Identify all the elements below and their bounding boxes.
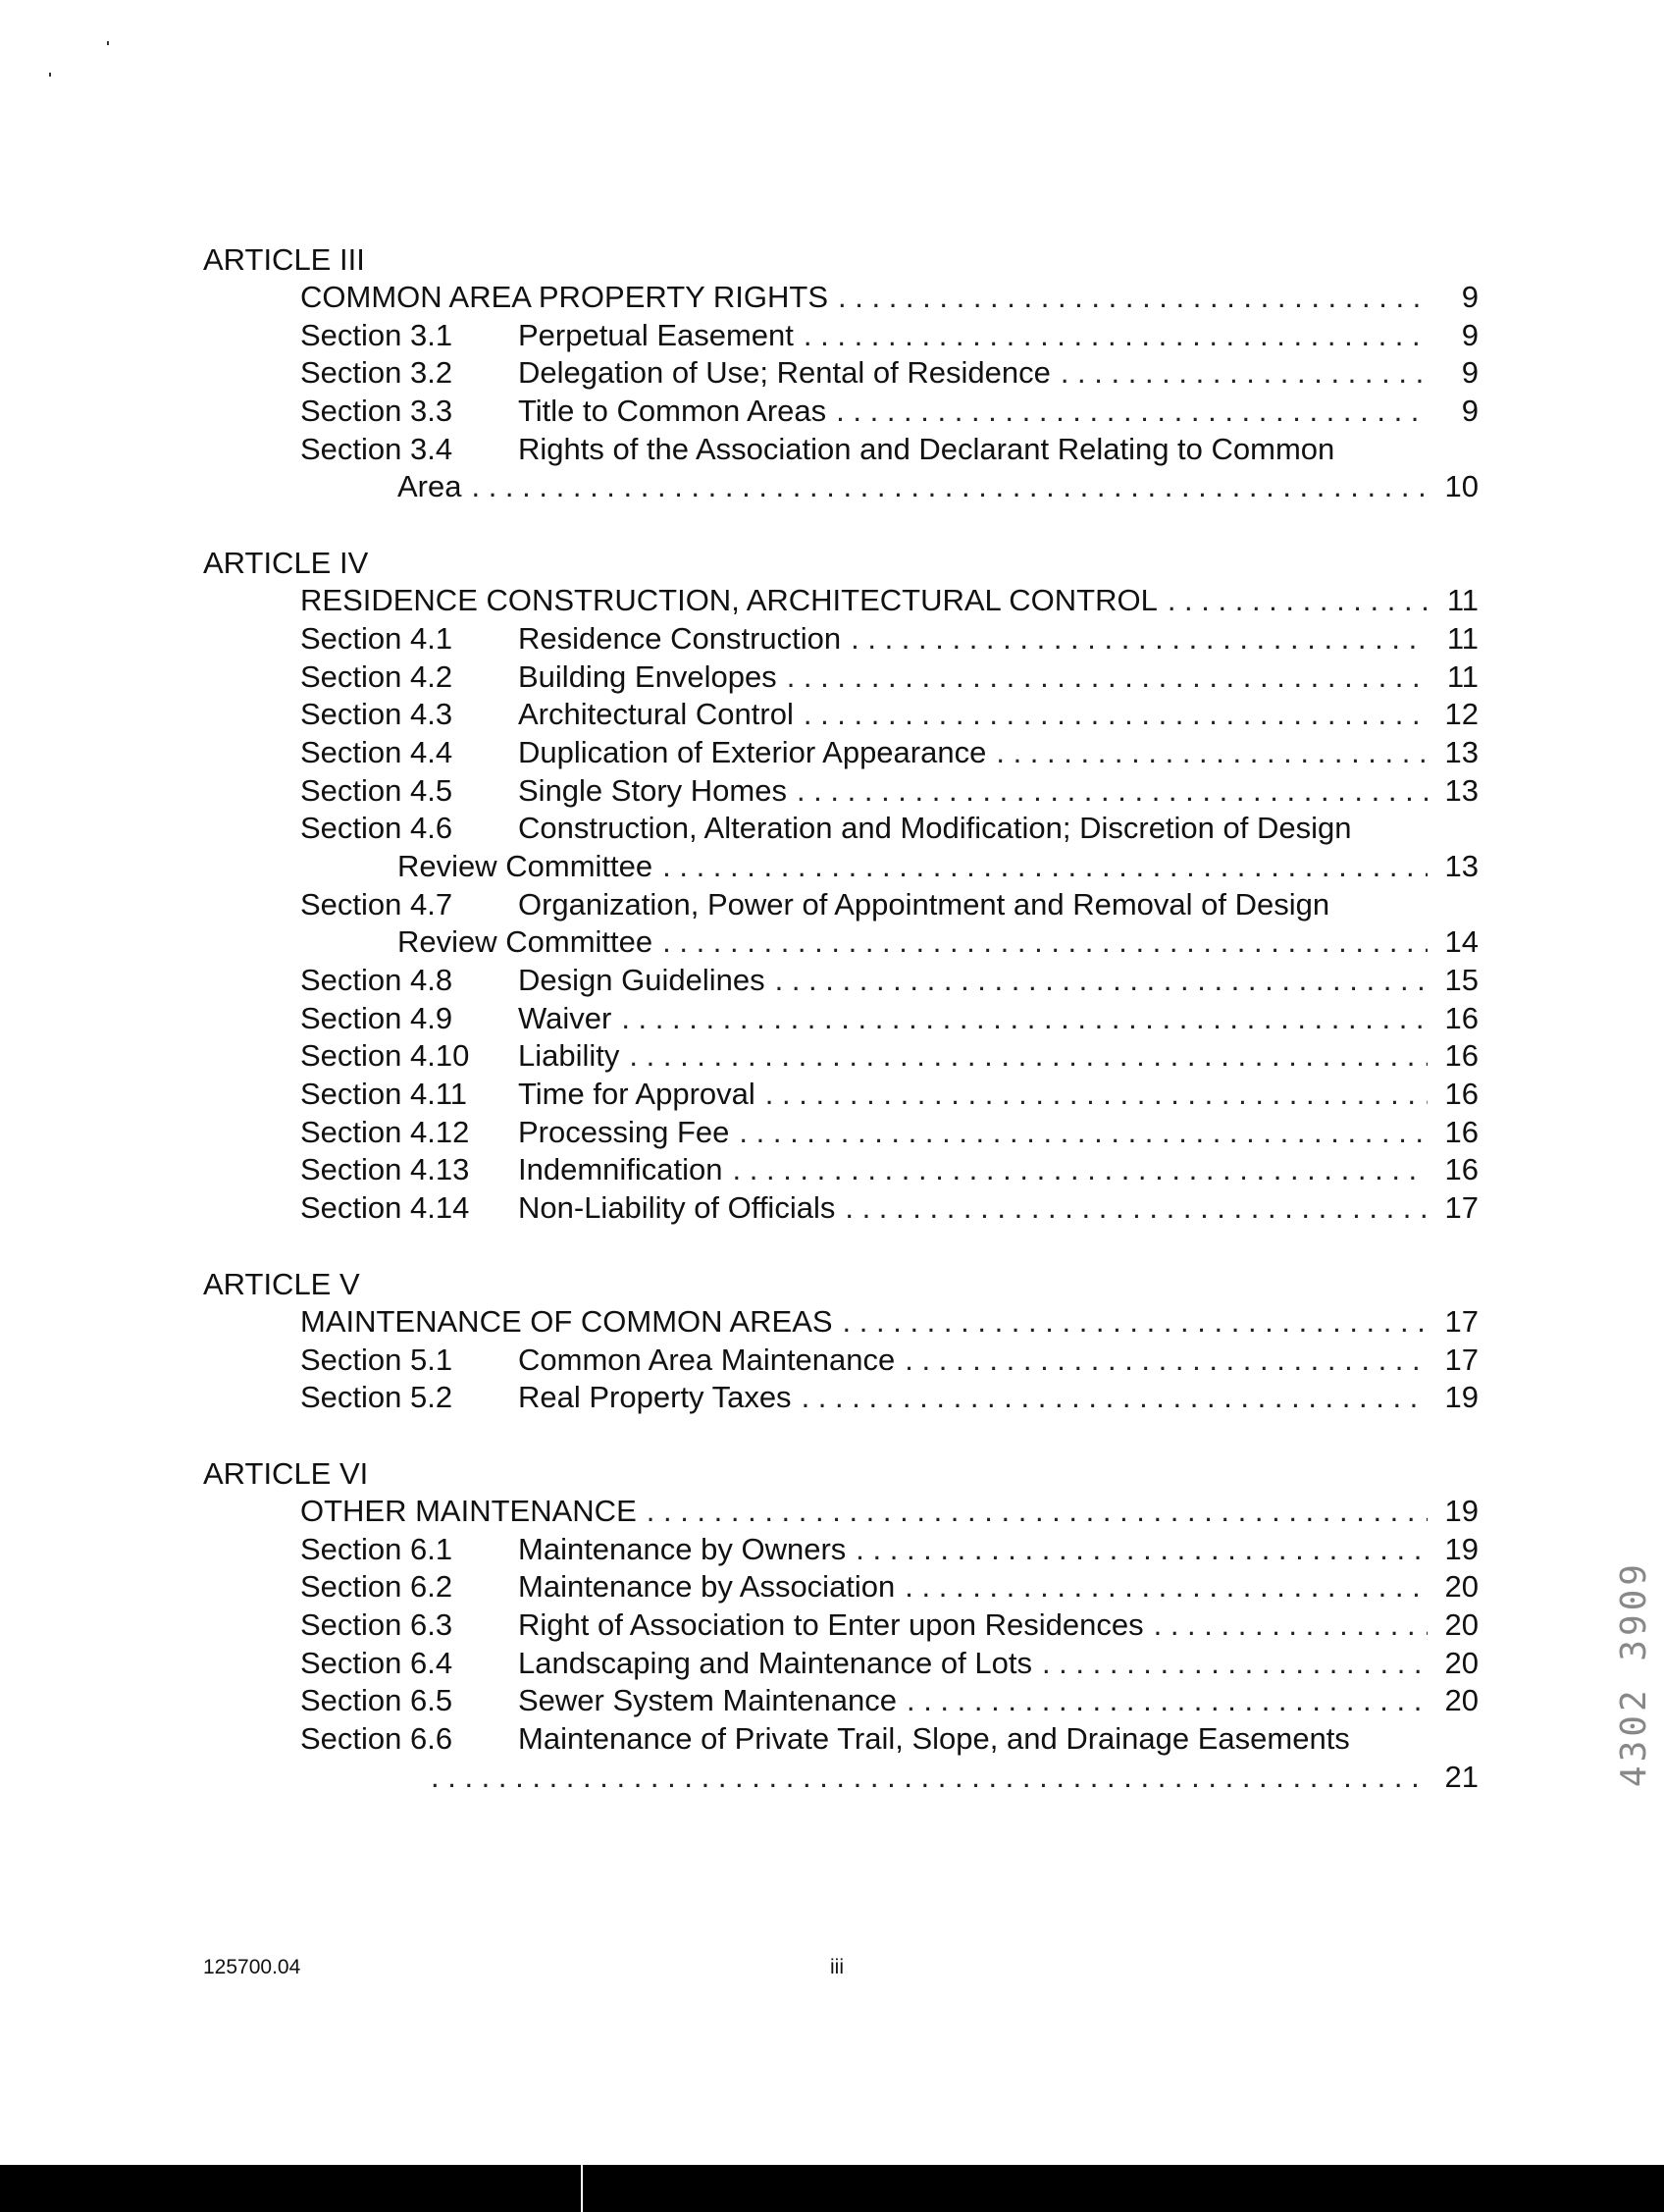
page-ref: 21	[1444, 1759, 1479, 1794]
section-number: Section 6.1	[300, 1531, 453, 1566]
scan-border	[0, 2165, 1664, 2212]
page-ref: 16	[1444, 1077, 1479, 1112]
dot-leader	[739, 1114, 1428, 1152]
table-of-contents	[203, 240, 1479, 1833]
section-title: Rights of the Association and Declarant Relating to Common	[518, 431, 1335, 466]
page-ref: 11	[1446, 658, 1479, 694]
article-block	[203, 544, 1479, 1228]
section-title: Duplication of Exterior Appearance	[518, 734, 987, 769]
page-ref: 20	[1444, 1569, 1479, 1605]
section-title: Construction, Alteration and Modification; Discretion of Design	[518, 811, 1352, 846]
section-title: Right of Association to Enter upon Residences	[518, 1606, 1144, 1642]
toc-entry[interactable]	[203, 772, 1479, 811]
toc-entry[interactable]	[203, 431, 1479, 469]
article-label: ARTICLE IV	[203, 546, 369, 581]
toc-entry[interactable]	[203, 1645, 1479, 1683]
dot-leader	[1168, 582, 1428, 620]
section-number: Section 3.1	[300, 317, 453, 352]
margin-stamp: 4302 3909	[1614, 1560, 1654, 1788]
dot-leader	[802, 1379, 1428, 1417]
toc-entry-continuation[interactable]	[203, 848, 1479, 886]
scan-speck	[49, 73, 51, 77]
toc-entry[interactable]	[203, 317, 1479, 355]
toc-entry[interactable]	[203, 1531, 1479, 1569]
dot-leader	[1061, 354, 1428, 393]
dot-leader	[662, 848, 1428, 886]
article-heading-title: COMMON AREA PROPERTY RIGHTS	[300, 280, 829, 314]
dot-leader	[765, 1076, 1428, 1114]
section-title: Waiver	[518, 1000, 612, 1035]
section-number: Section 4.4	[300, 734, 453, 769]
section-title: Non-Liability of Officials	[518, 1190, 836, 1226]
dot-leader	[775, 962, 1428, 1000]
section-number: Section 3.4	[300, 431, 453, 466]
page-ref: 19	[1444, 1493, 1479, 1528]
article-label: ARTICLE V	[203, 1266, 360, 1301]
section-title-continued: Review Committee	[397, 924, 653, 960]
toc-entry[interactable]	[203, 1568, 1479, 1606]
toc-entry[interactable]	[203, 1037, 1479, 1076]
section-number: Section 6.5	[300, 1683, 453, 1718]
toc-entry[interactable]	[203, 1682, 1479, 1720]
section-title: Residence Construction	[518, 620, 842, 656]
section-title: Perpetual Easement	[518, 317, 794, 352]
dot-leader	[621, 1000, 1428, 1038]
section-title: Processing Fee	[518, 1114, 730, 1149]
page-ref: 13	[1444, 734, 1479, 769]
toc-entry[interactable]	[203, 1606, 1479, 1645]
section-number: Section 5.2	[300, 1380, 453, 1415]
dot-leader	[647, 1493, 1428, 1531]
page-number: iii	[830, 1956, 844, 1978]
section-title: Maintenance of Private Trail, Slope, and Drainage Easements	[518, 1721, 1350, 1756]
section-title: Maintenance by Association	[518, 1569, 896, 1605]
toc-entry[interactable]	[203, 1000, 1479, 1038]
toc-entry[interactable]	[203, 1076, 1479, 1114]
toc-entry-continuation[interactable]	[203, 923, 1479, 962]
article-block	[203, 240, 1479, 506]
toc-entry[interactable]	[203, 658, 1479, 697]
section-number: Section 4.11	[300, 1077, 468, 1112]
dot-leader	[996, 734, 1428, 772]
dot-leader	[851, 620, 1428, 658]
toc-entry[interactable]	[203, 962, 1479, 1000]
article-heading[interactable]	[203, 582, 1479, 620]
section-title-continued: Area	[397, 469, 462, 504]
section-title: Single Story Homes	[518, 772, 787, 808]
page-ref: 11	[1446, 583, 1479, 618]
article-heading-title: MAINTENANCE OF COMMON AREAS	[300, 1303, 833, 1339]
toc-entry[interactable]	[203, 354, 1479, 393]
dot-leader	[1154, 1606, 1428, 1645]
section-number: Section 6.3	[300, 1606, 453, 1642]
toc-entry[interactable]	[203, 1379, 1479, 1417]
section-number: Section 6.2	[300, 1569, 453, 1605]
page-ref: 12	[1444, 697, 1479, 732]
section-number: Section 4.14	[300, 1190, 470, 1226]
article-label: ARTICLE VI	[203, 1455, 369, 1491]
dot-leader	[836, 393, 1428, 431]
dot-leader	[905, 1342, 1428, 1380]
toc-entry[interactable]	[203, 1189, 1479, 1228]
dot-leader	[804, 317, 1428, 355]
dot-leader	[804, 696, 1428, 734]
article-heading[interactable]	[203, 279, 1479, 317]
dot-leader	[843, 1303, 1428, 1342]
dot-leader	[471, 468, 1428, 506]
section-number: Section 4.10	[300, 1038, 470, 1074]
section-title: Real Property Taxes	[518, 1380, 792, 1415]
section-title: Time for Approval	[518, 1077, 755, 1112]
section-title: Landscaping and Maintenance of Lots	[518, 1645, 1032, 1680]
section-title: Architectural Control	[518, 697, 794, 732]
article-heading-title: OTHER MAINTENANCE	[300, 1493, 637, 1528]
section-number: Section 6.4	[300, 1645, 453, 1680]
dot-leader	[1042, 1645, 1428, 1683]
page-ref: 13	[1444, 848, 1479, 883]
dot-leader	[845, 1189, 1428, 1228]
article-block	[203, 1454, 1479, 1797]
article-heading[interactable]	[203, 1303, 1479, 1342]
page-ref: 16	[1444, 1152, 1479, 1187]
toc-entry[interactable]	[203, 1720, 1479, 1759]
page-ref: 17	[1444, 1190, 1479, 1226]
section-title: Common Area Maintenance	[518, 1342, 896, 1377]
dot-leader	[733, 1151, 1428, 1189]
toc-entry[interactable]	[203, 393, 1479, 431]
scan-border-gap	[581, 2165, 583, 2212]
toc-entry[interactable]	[203, 1342, 1479, 1380]
toc-entry-continuation[interactable]	[203, 1759, 1479, 1797]
article-heading-title: RESIDENCE CONSTRUCTION, ARCHITECTURAL CONTROL	[300, 583, 1158, 618]
scan-speck	[107, 41, 109, 45]
section-title: Liability	[518, 1038, 620, 1074]
page-ref: 9	[1461, 317, 1479, 352]
toc-entry[interactable]	[203, 1151, 1479, 1189]
section-number: Section 6.6	[300, 1721, 453, 1756]
page-ref: 16	[1444, 1038, 1479, 1074]
toc-entry[interactable]	[203, 810, 1479, 848]
page-ref: 17	[1444, 1342, 1479, 1377]
section-number: Section 3.2	[300, 355, 453, 391]
dot-leader	[838, 279, 1428, 317]
dot-leader	[662, 923, 1428, 962]
toc-entry[interactable]	[203, 734, 1479, 772]
dot-leader	[431, 1759, 1428, 1797]
page-ref: 20	[1444, 1606, 1479, 1642]
toc-entry-continuation[interactable]	[203, 468, 1479, 506]
section-title: Sewer System Maintenance	[518, 1683, 897, 1718]
toc-entry[interactable]	[203, 1114, 1479, 1152]
section-number: Section 4.6	[300, 811, 453, 846]
dot-leader	[905, 1568, 1428, 1606]
article-label: ARTICLE III	[203, 242, 365, 277]
section-number: Section 5.1	[300, 1342, 453, 1377]
section-number: Section 3.3	[300, 394, 453, 429]
section-number: Section 4.2	[300, 658, 453, 694]
section-title-continued: Review Committee	[397, 848, 653, 883]
page-ref: 11	[1446, 620, 1479, 656]
section-title: Delegation of Use; Rental of Residence	[518, 355, 1051, 391]
toc-entry[interactable]	[203, 886, 1479, 924]
page-ref: 17	[1444, 1303, 1479, 1339]
section-number: Section 4.12	[300, 1114, 470, 1149]
section-number: Section 4.3	[300, 697, 453, 732]
page-ref: 14	[1444, 924, 1479, 960]
section-title: Maintenance by Owners	[518, 1531, 847, 1566]
section-number: Section 4.9	[300, 1000, 453, 1035]
section-title: Title to Common Areas	[518, 394, 827, 429]
page-ref: 16	[1444, 1000, 1479, 1035]
toc-entry[interactable]	[203, 620, 1479, 658]
dot-leader	[629, 1037, 1428, 1076]
page-ref: 9	[1461, 394, 1479, 429]
toc-entry[interactable]	[203, 696, 1479, 734]
section-number: Section 4.7	[300, 886, 453, 922]
page-ref: 10	[1444, 469, 1479, 504]
page-ref: 15	[1444, 963, 1479, 997]
section-title: Design Guidelines	[518, 963, 765, 997]
page-ref: 19	[1444, 1380, 1479, 1415]
dot-leader	[856, 1531, 1428, 1569]
article-block	[203, 1265, 1479, 1417]
page-ref: 9	[1461, 355, 1479, 391]
section-number: Section 4.5	[300, 772, 453, 808]
section-title: Building Envelopes	[518, 658, 777, 694]
section-number: Section 4.13	[300, 1152, 470, 1187]
dot-leader	[907, 1682, 1428, 1720]
page-ref: 19	[1444, 1531, 1479, 1566]
page-ref: 16	[1444, 1114, 1479, 1149]
section-number: Section 4.8	[300, 963, 453, 997]
page-ref: 20	[1444, 1683, 1479, 1718]
dot-leader	[797, 772, 1428, 811]
section-title: Organization, Power of Appointment and Removal of Design	[518, 886, 1330, 922]
section-number: Section 4.1	[300, 620, 453, 656]
document-id: 125700.04	[203, 1956, 301, 1978]
page-ref: 13	[1444, 772, 1479, 808]
article-heading[interactable]	[203, 1493, 1479, 1531]
page-ref: 20	[1444, 1645, 1479, 1680]
page-ref: 9	[1461, 280, 1479, 314]
dot-leader	[787, 658, 1428, 697]
section-title: Indemnification	[518, 1152, 723, 1187]
